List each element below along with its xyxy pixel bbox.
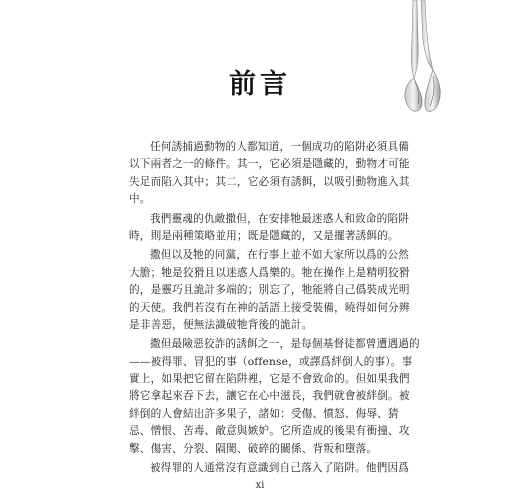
text-line: 將它拿起來吞下去，讓它在心中滋長，我們就會被絆倒。被	[129, 390, 410, 403]
text-line: 忌、憎恨、苦毒、敵意與嫉妒。它所造成的後果有衝撞、攻	[129, 425, 410, 438]
text-line: 我們靈魂的仇敵撒但，在安排牠最迷惑人和致命的陷阱	[150, 212, 410, 225]
text-line: 絆倒的人會結出許多果子，諸如：受傷、憤怒、侮辱、猜	[129, 407, 399, 420]
page-title: 前言	[229, 69, 291, 100]
text-line: 的天使。我們若沒有在神的話語上接受裝備，曉得如何分辨	[129, 301, 410, 314]
text-line: 中。	[129, 193, 151, 206]
paragraph	[129, 336, 420, 458]
paragraph	[129, 247, 410, 334]
paragraph	[129, 139, 410, 209]
text-line: 擊、傷害、分裂、隔閡、破碎的關係、背叛和墮落。	[129, 442, 378, 455]
page-number: xi	[255, 480, 265, 491]
text-line: 被得罪的人通常沒有意識到自己落入了陷阱。他們因爲	[150, 462, 410, 475]
text-line: 撒但以及牠的同黨，在行事上並不如大家所以爲的公然	[150, 249, 410, 262]
text-line: 大膽；牠是狡猾且以迷惑人爲樂的。牠在操作上是精明狡猾	[129, 266, 410, 279]
text-line: 撒但最險惡狡詐的誘餌之一，是每個基督徒都曾遭遇過的	[150, 338, 420, 351]
text-line: 是非善惡，便無法識破牠背後的詭計。	[129, 318, 313, 331]
text-line: ——被得罪、冒犯的事（offense，或譯爲絆倒人的事）。事	[129, 355, 413, 368]
text-line: 的，是靈巧且詭計多端的；別忘了，牠能將自己僞裝成光明	[129, 284, 410, 297]
body-text	[129, 139, 420, 479]
text-line: 以下兩者之一的條件。其一，它必須是隱藏的，動物才可能	[129, 158, 410, 171]
paragraph	[129, 460, 410, 477]
paragraph	[129, 211, 410, 246]
text-line: 實上，如果把它留在陷阱裡，它是不會致命的。但如果我們	[129, 373, 410, 386]
text-line: 任何誘捕過動物的人都知道，一個成功的陷阱必須具備	[150, 141, 410, 153]
text-line: 失足而陷入其中；其二，它必須有誘餌，以吸引動物進入其	[129, 175, 410, 188]
text-line: 時，則是兩種策略並用；既是隱藏的，又是擺著誘餌的。	[129, 229, 399, 242]
